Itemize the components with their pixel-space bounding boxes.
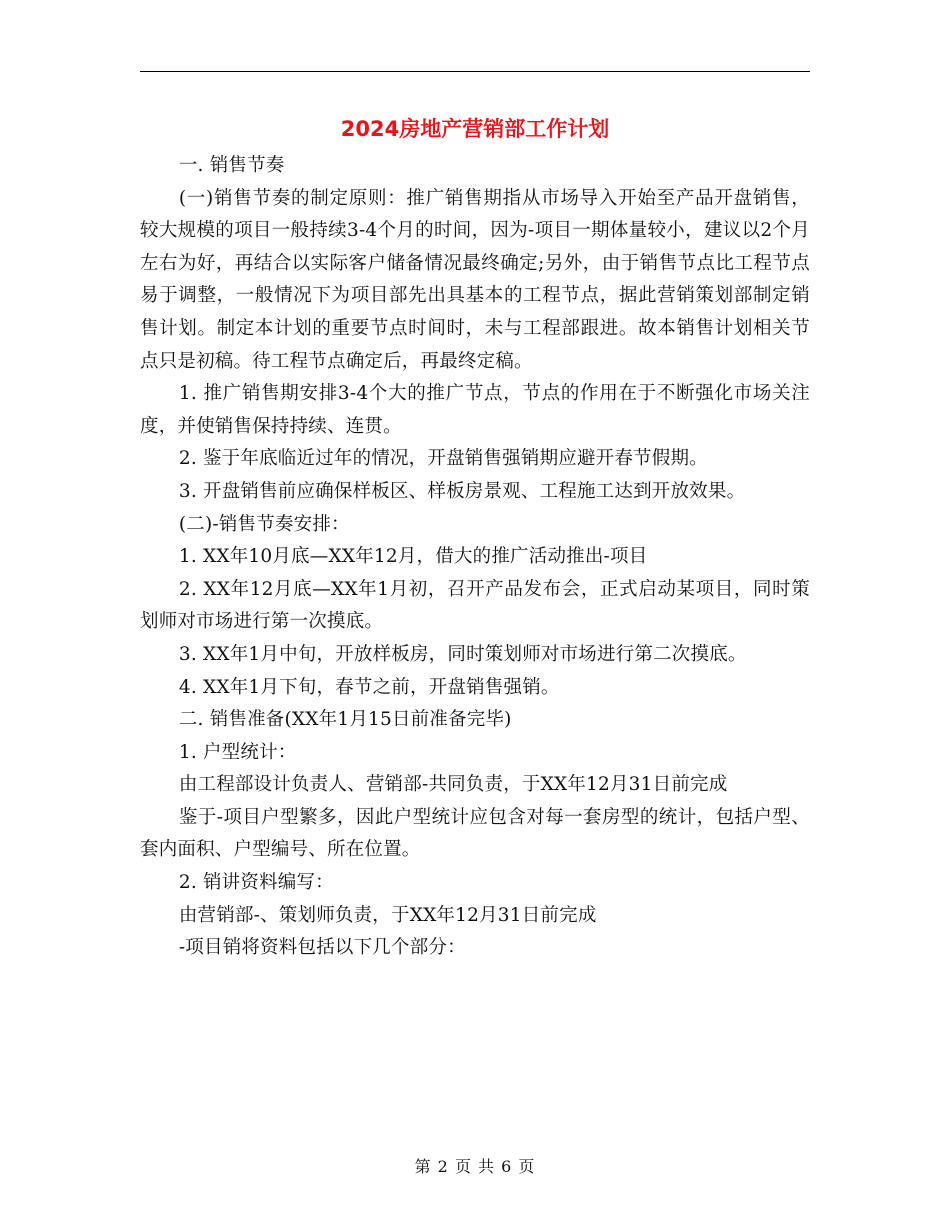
list-item-3: 3. 开盘销售前应确保样板区、样板房景观、工程施工达到开放效果。 [178,480,746,502]
prep-item-unit-stats: 1. 户型统计： [178,741,297,763]
paragraph-sales-script-parts: -项目销将资料包括以下几个部分： [178,937,466,959]
list-item-2: 2. 鉴于年底临近过年的情况，开盘销售强销期应避开春节假期。 [178,448,708,470]
subheading-rhythm-schedule: (二)-销售节奏安排： [178,513,350,535]
paragraph-sales-script-owner: 由营销部-、策划师负责，于XX年12月31日前完成 [178,904,597,926]
paragraph-unit-stats-owner: 由工程部设计负责人、营销部-共同负责，于XX年12月31日前完成 [178,774,728,796]
schedule-item-3: 3. XX年1月中旬，开放样板房，同时策划师对市场进行第二次摸底。 [178,643,747,665]
document-title: 2024房地产营销部工作计划 [340,117,610,141]
list-item-1: 1. 推广销售期安排3-4个大的推广节点，节点的作用在于不断强化市场关注度，并使销售保持持续、连贯。 [140,383,810,437]
paragraph-principles: (一)销售节奏的制定原则：推广销售期指从市场导入开始至产品开盘销售，较大规模的项目一般持续3-4个月的时间，因为-项目一期体量较小，建议以2个月左右为好，再结合以实际客户储备情况最终确定;另外，由于销售节点比工程节点易于调整，一般情况下为项目部先出具基本的工程节点，据此营销策划部制定销售计划。制定本计划的重要节点时间时，未与工程部跟进。故本销售计划相关节点只是初稿。待工程节点确定后，再最终定稿。 [140,187,810,372]
document-body [140,150,810,965]
header-rule [140,71,810,72]
prep-item-sales-script: 2. 销讲资料编写： [178,872,334,894]
section-heading-sales-prep: 二. 销售准备(XX年1月15日前准备完毕) [178,709,512,731]
paragraph-unit-stats-detail: 鉴于-项目户型繁多，因此户型统计应包含对每一套房型的统计，包括户型、套内面积、户型编号、所在位置。 [140,806,810,861]
page-number-footer: 第 2 页 共 6 页 [414,1157,536,1176]
schedule-item-1: 1. XX年10月底—XX年12月，借大的推广活动推出-项目 [178,546,648,568]
schedule-item-4: 4. XX年1月下旬，春节之前，开盘销售强销。 [178,676,560,698]
schedule-item-2: 2. XX年12月底—XX年1月初，召开产品发布会，正式启动某项目，同时策划师对市场进行第一次摸底。 [140,578,810,633]
section-heading-sales-rhythm: 一. 销售节奏 [178,155,285,176]
